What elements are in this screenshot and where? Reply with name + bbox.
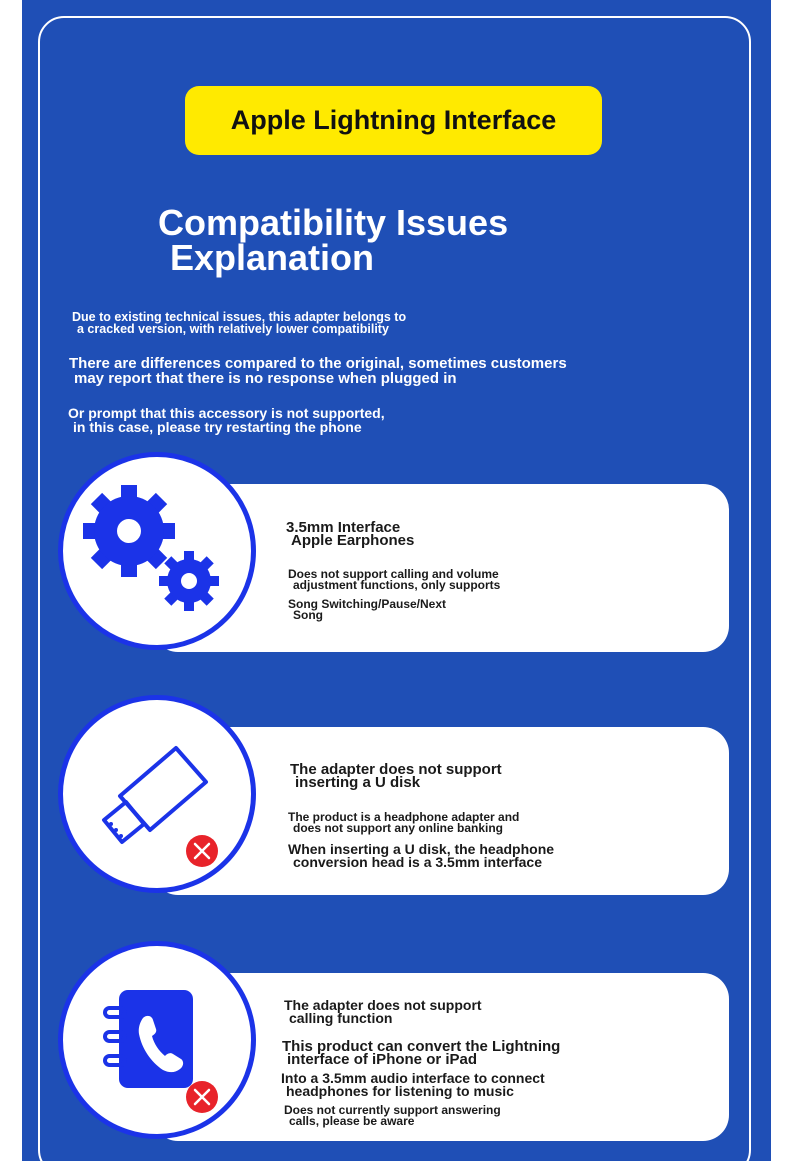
icon-circle-usb [58,695,256,893]
error-x-icon [186,1081,218,1113]
gears-icon [63,457,251,645]
card-2-heading-line-1: The adapter does not support [290,761,502,778]
intro-paragraph-2 [69,356,567,386]
error-x-icon [186,835,218,867]
card-3-text-3-line-1: Does not currently support answering [284,1103,501,1117]
card-3-text-1-line-1: This product can convert the Lightning [282,1038,561,1055]
card-1-text-2 [288,599,446,621]
phone-book-icon [63,946,251,1134]
card-3-heading-line-1: The adapter does not support [284,997,482,1013]
card-2-text-2 [288,843,554,869]
card-3-heading [284,999,482,1025]
card-1-text-1-line-2: adjustment functions, only supports [293,578,501,592]
card-2-heading [290,763,502,789]
intro-1-line-2: a cracked version, with relatively lower compatibility [77,322,389,336]
card-2-text-2-line-2: conversion head is a 3.5mm interface [293,854,542,870]
intro-paragraph-3 [68,406,385,434]
intro-2-line-1: There are differences compared to the original, sometimes customers [69,355,567,372]
card-2-heading-line-2: inserting a U disk [295,774,421,791]
card-1-heading-line-1: 3.5mm Interface [286,519,401,536]
card-1-text-1 [288,569,500,591]
card-3-text-2-line-1: Into a 3.5mm audio interface to connect [281,1070,545,1086]
card-1-heading [286,521,414,547]
card-3-text-1 [282,1040,560,1066]
intro-3-line-2: in this case, please try restarting the phone [73,419,362,435]
card-3-heading-line-2: calling function [289,1010,393,1026]
icon-circle-gears [58,452,256,650]
card-3-text-1-line-2: interface of iPhone or iPad [287,1051,478,1068]
card-2-text-1 [288,812,519,834]
page-title: Apple Lightning Interface [185,86,602,155]
card-2-text-2-line-1: When inserting a U disk, the headphone [288,841,555,857]
section-heading [158,202,509,278]
card-3-text-2 [281,1072,545,1098]
card-3-text-3-line-2: calls, please be aware [289,1114,415,1128]
card-1-text-1-line-1: Does not support calling and volume [288,567,499,581]
usb-drive-icon [63,700,251,888]
card-3-text-2-line-2: headphones for listening to music [286,1083,514,1099]
intro-1-line-1: Due to existing technical issues, this adapter belongs to [72,310,407,324]
card-3-text-3 [284,1105,501,1127]
intro-3-line-1: Or prompt that this accessory is not supported, [68,405,385,421]
card-1-text-2-line-1: Song Switching/Pause/Next [288,597,447,611]
intro-2-line-2: may report that there is no response when plugged in [74,370,457,387]
heading-line-1: Compatibility Issues [158,202,509,243]
card-2-text-1-line-2: does not support any online banking [293,821,504,835]
card-2-text-1-line-1: The product is a headphone adapter and [288,810,520,824]
icon-circle-phone [58,941,256,1139]
intro-paragraph-1 [72,311,406,335]
page-panel [22,0,771,1161]
heading-line-2: Explanation [170,237,375,278]
card-1-heading-line-2: Apple Earphones [291,532,415,549]
card-1-text-2-line-2: Song [293,608,323,622]
